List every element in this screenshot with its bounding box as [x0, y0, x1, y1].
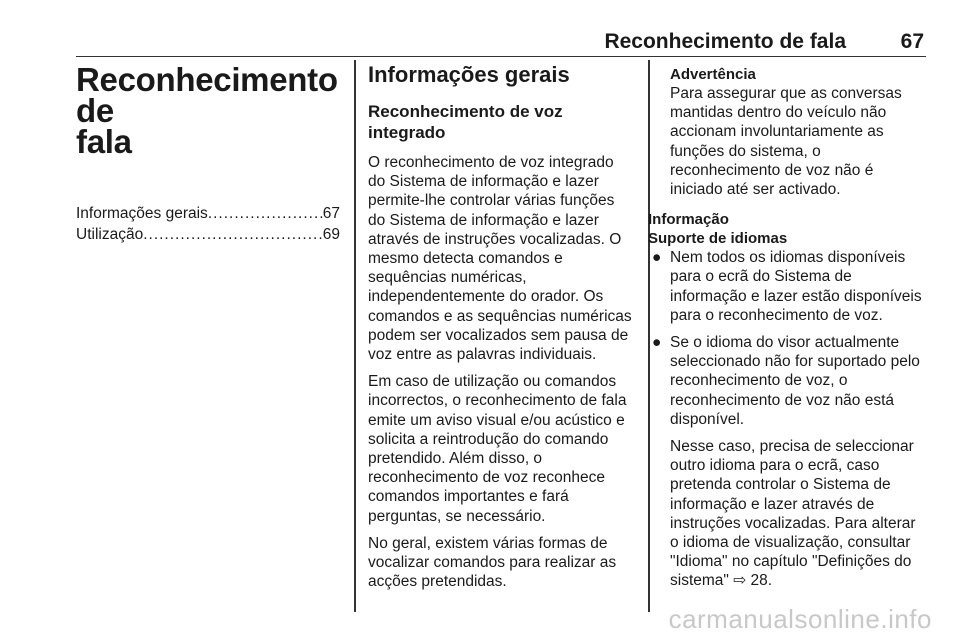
toc-entry-utilizacao[interactable] [76, 224, 340, 245]
toc-entry-page: 69 [322, 226, 340, 243]
toc-entry-informacoes-gerais[interactable] [76, 203, 340, 224]
toc-entry-label: Informações gerais [76, 205, 208, 222]
toc-entry-label: Utilização [76, 226, 144, 243]
toc-leader-dots [208, 203, 323, 224]
section-subtitle [368, 101, 634, 143]
list-item-continuation: Nesse caso, precisa de seleccionar outro idioma para o ecrã, caso pretenda controlar o Sistema de informação e lazer através de instruções vocalizadas. Para alterar o idioma de visualização, consultar "Idioma" no capítulo "Definições do sistema" ⇨ 28. [670, 438, 916, 590]
paragraph-intro: O reconhecimento de voz integrado do Sistema de informação e lazer permite-lhe controlar várias funções do Sistema de informação e lazer através de instruções vocalizadas. O mesmo detecta comandos e sequências numéricas, independentemente do orador. Os comandos e as sequências numéricas podem ser vocalizados sem pausa de voz entre as palavras individuais. [368, 154, 632, 364]
section-column [368, 62, 634, 591]
page-number: 67 [900, 30, 924, 53]
list-item-text: Se o idioma do visor actualmente seleccionado não for suportado pelo reconhecimento de voz, o reconhecimento de voz não está disponível. [670, 334, 920, 428]
list-item [648, 333, 928, 429]
list-item [648, 248, 928, 325]
note-label: Informação [648, 211, 729, 229]
note-subheading: Suporte de idiomas [648, 230, 788, 248]
chapter-column [76, 62, 340, 245]
warning-title: Advertência [670, 66, 756, 83]
toc-leader-dots [143, 224, 323, 245]
paragraph-errors: Em caso de utilização ou comandos incorrectos, o reconhecimento de fala emite um aviso visual e/ou acústico e solicita a reintrodução do comando pretendido. Além disso, o reconhecimento de voz reconhece comandos importantes e fará perguntas, se necessário. [368, 373, 627, 525]
page-header [76, 26, 926, 57]
chapter-title-line-1: Reconhecimento de [76, 61, 338, 129]
watermark: carmanualsonline.info [668, 604, 932, 634]
chapter-title [76, 61, 340, 160]
notes-column [648, 66, 928, 591]
list-item-text: Nem todos os idiomas disponíveis para o ecrã do Sistema de informação e lazer estão disponíveis para o reconhecimento de voz. [670, 249, 922, 324]
toc-entry-page: 67 [322, 205, 340, 222]
section-subtitle-line-1: Reconhecimento de voz [368, 102, 563, 121]
note-bullet-list [648, 248, 928, 590]
bullet-dot-icon: ● [652, 249, 662, 267]
section-title: Informações gerais [368, 62, 570, 87]
header-title: Reconhecimento de fala [604, 30, 846, 53]
chapter-title-line-2: fala [76, 123, 132, 160]
paragraph-ways: No geral, existem várias formas de vocalizar comandos para realizar as acções pretendidas. [368, 534, 617, 591]
section-subtitle-line-2: integrado [368, 123, 446, 142]
warning-box [670, 66, 928, 199]
bullet-dot-icon: ● [652, 334, 662, 352]
warning-body: Para assegurar que as conversas mantidas dentro do veículo não accionam involuntariamente as funções do sistema, o reconhecimento de voz não é iniciado até ser activado. [670, 85, 902, 199]
column-divider-left [354, 60, 356, 612]
table-of-contents [76, 203, 340, 245]
